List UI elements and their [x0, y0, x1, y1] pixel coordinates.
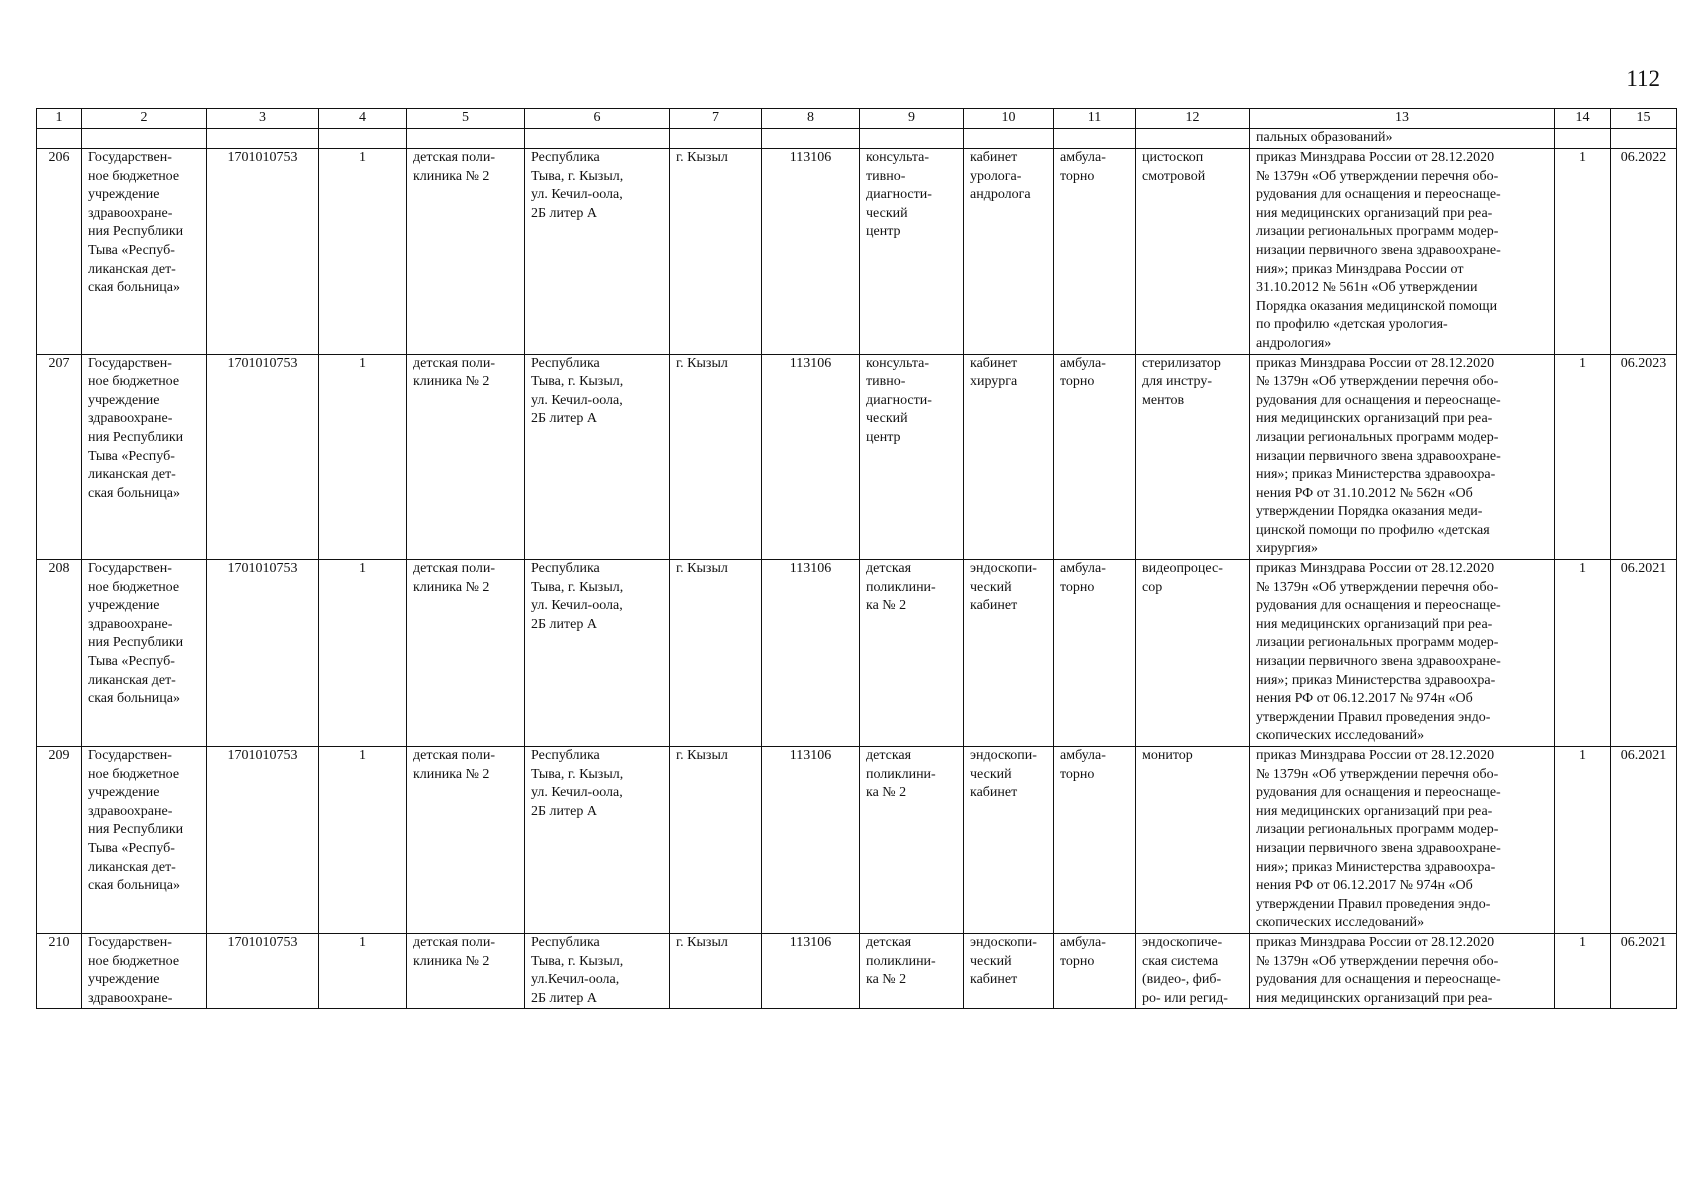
room-cell-text: кабинет хирурга — [970, 355, 1018, 390]
equipment-cell — [1136, 747, 1250, 934]
quantity-cell — [319, 149, 407, 355]
table-row — [37, 560, 1677, 747]
care-type-cell — [1054, 354, 1136, 560]
postal-code-cell-text: 113106 — [789, 355, 832, 371]
equipment-cell — [1136, 149, 1250, 355]
address-cell — [525, 354, 670, 560]
equipment-cell — [1136, 560, 1250, 747]
room-cell-text: эндоскопи- ческий кабинет — [970, 561, 1037, 614]
code-cell — [207, 560, 319, 747]
column-number: 1 — [37, 109, 82, 129]
care-type-cell-text: амбула- торно — [1060, 355, 1106, 390]
code-cell-text: 1701010753 — [227, 150, 298, 165]
organization-cell — [82, 560, 207, 747]
organization-cell-text: Государствен- ное бюджетное учреждение здравоохране- ния Республики Тыва «Респуб- ликанская дет- ская больница» — [88, 355, 184, 501]
unit-cell-text: детская поликлини- ка № 2 — [866, 748, 936, 801]
date-cell — [1611, 354, 1677, 560]
column-number: 5 — [407, 109, 525, 129]
count-cell-text: 1 — [1579, 934, 1586, 950]
row-number-text: 210 — [48, 934, 70, 950]
carry-over-cell — [860, 129, 964, 149]
division-cell — [407, 149, 525, 355]
column-number: 6 — [525, 109, 670, 129]
table-row — [37, 149, 1677, 355]
postal-code-cell — [762, 933, 860, 1008]
date-cell-text: 06.2021 — [1620, 561, 1667, 577]
code-cell — [207, 149, 319, 355]
organization-cell — [82, 354, 207, 560]
carry-over-cell — [670, 129, 762, 149]
division-cell — [407, 747, 525, 934]
postal-code-cell — [762, 560, 860, 747]
column-number-row — [37, 109, 1677, 129]
room-cell — [964, 149, 1054, 355]
city-cell — [670, 354, 762, 560]
row-number-text: 206 — [48, 150, 70, 165]
city-cell-text: г. Кызыл — [676, 150, 728, 165]
postal-code-cell — [762, 354, 860, 560]
postal-code-cell-text: 113106 — [789, 748, 832, 763]
division-cell-text: детская поли- клиника № 2 — [413, 748, 496, 782]
division-cell-text: детская поли- клиника № 2 — [413, 150, 496, 184]
room-cell-text: эндоскопи- ческий кабинет — [970, 934, 1037, 988]
room-cell — [964, 560, 1054, 747]
organization-cell — [82, 747, 207, 934]
legal-basis-cell — [1250, 933, 1555, 1008]
division-cell — [407, 354, 525, 560]
code-cell-text: 1701010753 — [227, 355, 298, 371]
city-cell — [670, 560, 762, 747]
unit-cell-text: детская поликлини- ка № 2 — [866, 934, 936, 988]
quantity-cell — [319, 354, 407, 560]
address-cell — [525, 933, 670, 1008]
carry-over-cell — [207, 129, 319, 149]
date-cell — [1611, 149, 1677, 355]
organization-cell-text: Государствен- ное бюджетное учреждение здравоохране- — [88, 934, 180, 1006]
postal-code-cell-text: 113106 — [789, 934, 832, 950]
room-cell-text: эндоскопи- ческий кабинет — [970, 748, 1037, 801]
room-cell — [964, 933, 1054, 1008]
address-cell-text: Республика Тыва, г. Кызыл, ул. Кечил-оола, 2Б литер А — [531, 150, 624, 221]
care-type-cell — [1054, 747, 1136, 934]
care-type-cell-text: амбула- торно — [1060, 934, 1106, 969]
quantity-cell-text: 1 — [359, 150, 366, 165]
legal-basis-cell-text: приказ Минздрава России от 28.12.2020 № 1379н «Об утверждении перечня обо- рудования для оснащения и переоснаще- ния медицинских организаций при реа- лизации региональных программ модер- низации первичного звена здравоохране- ния»; приказ Министерства здравоохра- нения РФ от 31.10.2012 № 562н «Об утверждении Порядка оказания меди- цинской помощи по профилю «детская хирургия» — [1256, 355, 1501, 557]
unit-cell — [860, 747, 964, 934]
unit-cell — [860, 149, 964, 355]
carry-over-cell — [407, 129, 525, 149]
legal-basis-cell — [1250, 149, 1555, 355]
city-cell — [670, 747, 762, 934]
column-number: 13 — [1250, 109, 1555, 129]
quantity-cell-text: 1 — [359, 748, 366, 763]
carry-over-cell — [1555, 129, 1611, 149]
column-number: 7 — [670, 109, 762, 129]
address-cell — [525, 747, 670, 934]
quantity-cell — [319, 933, 407, 1008]
unit-cell — [860, 933, 964, 1008]
address-cell-text: Республика Тыва, г. Кызыл, ул.Кечил-оола, 2Б литер А — [531, 934, 624, 1006]
equipment-cell-text: цистоскоп смотровой — [1142, 150, 1206, 184]
code-cell — [207, 354, 319, 560]
row-number — [37, 560, 82, 747]
postal-code-cell — [762, 747, 860, 934]
organization-cell-text: Государствен- ное бюджетное учреждение здравоохране- ния Республики Тыва «Респуб- ликанская дет- ская больница» — [88, 561, 184, 707]
organization-cell — [82, 149, 207, 355]
code-cell-text: 1701010753 — [227, 934, 298, 950]
row-number — [37, 933, 82, 1008]
organization-cell-text: Государствен- ное бюджетное учреждение здравоохране- ния Республики Тыва «Респуб- ликанская дет- ская больница» — [88, 150, 184, 296]
table-row — [37, 747, 1677, 934]
legal-basis-cell — [1250, 560, 1555, 747]
count-cell-text: 1 — [1579, 561, 1586, 577]
equipment-cell — [1136, 354, 1250, 560]
date-cell — [1611, 747, 1677, 934]
unit-cell-text: детская поликлини- ка № 2 — [866, 561, 936, 614]
equipment-cell-text: монитор — [1142, 748, 1193, 763]
legal-basis-cell-text: приказ Минздрава России от 28.12.2020 № 1379н «Об утверждении перечня обо- рудования для оснащения и переоснаще- ния медицинских организаций при реа- — [1256, 934, 1501, 1006]
city-cell — [670, 933, 762, 1008]
row-number-text: 209 — [48, 748, 70, 763]
quantity-cell-text: 1 — [359, 355, 366, 371]
column-number: 2 — [82, 109, 207, 129]
care-type-cell — [1054, 149, 1136, 355]
care-type-cell-text: амбула- торно — [1060, 748, 1106, 782]
carry-over-cell — [82, 129, 207, 149]
division-cell — [407, 560, 525, 747]
care-type-cell-text: амбула- торно — [1060, 561, 1106, 595]
legal-basis-cell-text: приказ Минздрава России от 28.12.2020 № 1379н «Об утверждении перечня обо- рудования для оснащения и переоснаще- ния медицинских организаций при реа- лизации региональных программ модер- низации первичного звена здравоохране- ния»; приказ Министерства здравоохра- нения РФ от 06.12.2017 № 974н «Об утверждении Правил проведения эндо- скопических исследований» — [1256, 561, 1501, 744]
carry-over-cell — [964, 129, 1054, 149]
carry-over-cell — [762, 129, 860, 149]
legal-basis-cell — [1250, 747, 1555, 934]
equipment-cell-text: эндоскопиче- ская система (видео-, фиб- ро- или регид- — [1142, 934, 1228, 1006]
count-cell-text: 1 — [1579, 748, 1586, 763]
quantity-cell — [319, 560, 407, 747]
quantity-cell-text: 1 — [359, 934, 366, 950]
legal-basis-cell — [1250, 354, 1555, 560]
legal-basis-cell-text: приказ Минздрава России от 28.12.2020 № 1379н «Об утверждении перечня обо- рудования для оснащения и переоснаще- ния медицинских организаций при реа- лизации региональных программ модер- низации первичного звена здравоохране- ния»; приказ Министерства здравоохра- нения РФ от 06.12.2017 № 974н «Об утверждении Правил проведения эндо- скопических исследований» — [1256, 748, 1501, 931]
row-number-text: 208 — [48, 561, 70, 577]
column-number: 15 — [1611, 109, 1677, 129]
carry-over-cell — [319, 129, 407, 149]
count-cell — [1555, 354, 1611, 560]
page-number: 112 — [1626, 66, 1660, 91]
room-cell-text: кабинет уролога- андролога — [970, 150, 1031, 203]
care-type-cell — [1054, 560, 1136, 747]
count-cell — [1555, 747, 1611, 934]
room-cell — [964, 354, 1054, 560]
address-cell-text: Республика Тыва, г. Кызыл, ул. Кечил-оола, 2Б литер А — [531, 561, 624, 632]
code-cell-text: 1701010753 — [227, 561, 298, 577]
carry-over-cell — [1054, 129, 1136, 149]
code-cell-text: 1701010753 — [227, 748, 298, 763]
quantity-cell-text: 1 — [359, 561, 366, 577]
carry-over-cell — [525, 129, 670, 149]
carry-over-row — [37, 129, 1677, 149]
column-number: 8 — [762, 109, 860, 129]
row-number — [37, 354, 82, 560]
code-cell — [207, 747, 319, 934]
column-number: 9 — [860, 109, 964, 129]
division-cell-text: детская поли- клиника № 2 — [413, 934, 496, 969]
postal-code-cell-text: 113106 — [789, 561, 832, 577]
count-cell-text: 1 — [1579, 355, 1586, 371]
division-cell — [407, 933, 525, 1008]
carry-over-cell — [37, 129, 82, 149]
equipment-cell-text: видеопроцес- сор — [1142, 561, 1223, 595]
equipment-cell-text: стерилизатор для инстру- ментов — [1142, 355, 1221, 408]
organization-cell — [82, 933, 207, 1008]
date-cell-text: 06.2021 — [1620, 934, 1667, 950]
city-cell-text: г. Кызыл — [676, 748, 728, 763]
table-row — [37, 354, 1677, 560]
column-number: 12 — [1136, 109, 1250, 129]
equipment-cell — [1136, 933, 1250, 1008]
address-cell — [525, 149, 670, 355]
city-cell-text: г. Кызыл — [676, 934, 728, 950]
carry-over-cell: пальных образований» — [1250, 129, 1555, 149]
legal-basis-cell-text: приказ Минздрава России от 28.12.2020 № 1379н «Об утверждении перечня обо- рудования для оснащения и переоснаще- ния медицинских организаций при реа- лизации региональных программ модер- низации первичного звена здравоохране- ния»; приказ Минздрава России от 31.10.2012 № 561н «Об утверждении Порядка оказания медицинской помощи по профилю «детская урология- андрология» — [1256, 150, 1501, 351]
city-cell-text: г. Кызыл — [676, 355, 728, 371]
row-number-text: 207 — [48, 355, 70, 371]
address-cell-text: Республика Тыва, г. Кызыл, ул. Кечил-оола, 2Б литер А — [531, 748, 624, 819]
care-type-cell — [1054, 933, 1136, 1008]
table-row — [37, 933, 1677, 1008]
care-type-cell-text: амбула- торно — [1060, 150, 1106, 184]
equipment-register-table — [36, 108, 1677, 1009]
postal-code-cell-text: 113106 — [789, 150, 832, 165]
date-cell-text: 06.2022 — [1620, 150, 1667, 165]
organization-cell-text: Государствен- ное бюджетное учреждение здравоохране- ния Республики Тыва «Респуб- ликанская дет- ская больница» — [88, 748, 184, 894]
quantity-cell — [319, 747, 407, 934]
carry-over-cell — [1611, 129, 1677, 149]
address-cell — [525, 560, 670, 747]
column-number: 10 — [964, 109, 1054, 129]
address-cell-text: Республика Тыва, г. Кызыл, ул. Кечил-оола, 2Б литер А — [531, 355, 624, 427]
date-cell — [1611, 933, 1677, 1008]
unit-cell — [860, 560, 964, 747]
count-cell — [1555, 933, 1611, 1008]
column-number: 14 — [1555, 109, 1611, 129]
division-cell-text: детская поли- клиника № 2 — [413, 561, 496, 595]
code-cell — [207, 933, 319, 1008]
count-cell — [1555, 560, 1611, 747]
city-cell-text: г. Кызыл — [676, 561, 728, 577]
carry-over-cell — [1136, 129, 1250, 149]
unit-cell-text: консульта- тивно- диагности- ческий центр — [866, 355, 932, 445]
count-cell — [1555, 149, 1611, 355]
date-cell — [1611, 560, 1677, 747]
unit-cell — [860, 354, 964, 560]
room-cell — [964, 747, 1054, 934]
date-cell-text: 06.2021 — [1620, 748, 1667, 763]
unit-cell-text: консульта- тивно- диагности- ческий центр — [866, 150, 932, 240]
column-number: 3 — [207, 109, 319, 129]
count-cell-text: 1 — [1579, 150, 1586, 165]
row-number — [37, 149, 82, 355]
postal-code-cell — [762, 149, 860, 355]
column-number: 4 — [319, 109, 407, 129]
city-cell — [670, 149, 762, 355]
column-number: 11 — [1054, 109, 1136, 129]
row-number — [37, 747, 82, 934]
date-cell-text: 06.2023 — [1620, 355, 1667, 371]
division-cell-text: детская поли- клиника № 2 — [413, 355, 496, 390]
